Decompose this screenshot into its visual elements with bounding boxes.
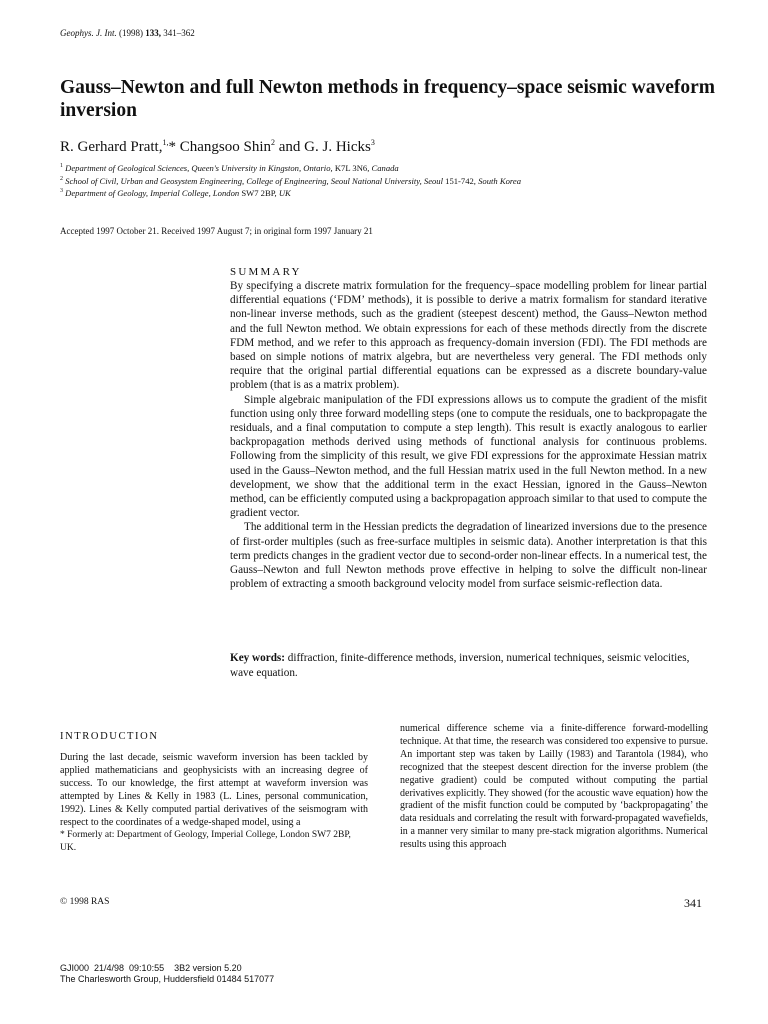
summary-body xyxy=(230,279,707,591)
journal-abbrev: Geophys. J. Int. xyxy=(60,28,117,38)
introduction-heading: INTRODUCTION xyxy=(60,731,159,742)
affiliation-number: 2 xyxy=(60,176,63,182)
affiliation-3 xyxy=(60,186,720,199)
journal-volume: 133, xyxy=(145,28,161,38)
printer-line-2: The Charlesworth Group, Huddersfield 01484 517077 xyxy=(60,973,275,984)
printer-info xyxy=(60,963,274,984)
keywords-label: Key words: xyxy=(230,652,285,664)
journal-year: (1998) xyxy=(118,28,143,38)
page-number: 341 xyxy=(684,896,702,910)
paper-title: Gauss–Newton and full Newton methods in frequency–space seismic waveform inversion xyxy=(60,77,716,121)
author-1-footnote-mark: * xyxy=(168,139,176,155)
author-1: R. Gerhard Pratt, xyxy=(60,139,163,155)
author-2: Changsoo Shin xyxy=(179,139,271,155)
summary-paragraph-1: By specifying a discrete matrix formulation for the frequency–space modelling problem for linear partial differential equations (‘FDM’ methods), it is possible to derive a matrix formalism for standard iterative non-linear inverse methods, such as the gradient (steepest descent) method, the Gauss–Newton method and the full Newton method. We obtain expressions for each of these methods directly from the discrete FDM method, and we refer to this approach as frequency-domain inversion (FDI). The FDI methods are based on simple notions of matrix algebra, but are nevertheless very general. The FDI methods only require that the original partial differential equations can be expressed as a discrete boundary-value problem (that is as a matrix problem). xyxy=(230,280,707,392)
journal-citation xyxy=(60,28,195,38)
affiliation-text: School of Civil, Urban and Geosystem Engineering, College of Engineering, Seoul National University, Seoul xyxy=(65,175,443,186)
affiliation-code: SW7 2BP, xyxy=(241,187,277,198)
author-3-affil: 3 xyxy=(370,138,375,147)
printer-line-1: GJI000 21/4/98 09:10:55 3B2 version 5.20 xyxy=(60,963,242,973)
keywords xyxy=(230,651,707,681)
summary-paragraph-3: The additional term in the Hessian predicts the degradation of linearized inversions due to the presence of first-order multiples (such as free-surface multiples in seismic data). Another interpretation is that this term predicts changes in the gradient vector due to second-order non-linear effects. In a numerical test, the Gauss–Newton and full Newton methods prove effective in helping to solve the difficult non-linear problem of extracting a smooth background velocity model from surface seismic-reflection data. xyxy=(230,521,707,591)
summary-paragraph-2: Simple algebraic manipulation of the FDI expressions allows us to compute the gradient of the misfit function using only three forward modelling steps (one to compute the residuals, one to backpropagate the residuals, and a final computation to compute a step length). This result is exactly analogous to earlier backpropagation methods derived using methods of functional analysis for continuous problems. Following from the simplicity of this result, we give FDI expressions for the approximate Hessian matrix used in the Gauss–Newton method, and the full Hessian matrix used in the full Newton method. In a new development, we show that the additional term in the exact Hessian, ignored in the Gauss–Newton method, can be efficiently computed using a backpropagation approach similar to that used to compute the gradient vector. xyxy=(230,393,707,520)
introduction-right-column: numerical difference scheme via a finite-difference forward-modelling technique. At that time, the research was considered too expensive to pursue. An important step was taken by Lailly (1983) and Tarantola (1984), who recognized that the steepest descent direction for the inverse problem (the negative gradient) could be computed without computing the partial derivatives explicitly. They showed (for the acoustic wave equation) how the gradient of the misfit function could be computed by ‘backpropagating’ the data residuals and correlating the result with forward-propagated wavefields, in a manner very similar to many pre-stack migration algorithms. Numerical results using this approach xyxy=(400,723,708,851)
summary-heading: SUMMARY xyxy=(230,266,302,278)
author-2-affil: 2 xyxy=(271,138,275,147)
affiliation-number: 1 xyxy=(60,163,63,169)
affiliation-text: Department of Geological Sciences, Queen's University in Kingston, Ontario, xyxy=(65,162,333,173)
affiliation-1 xyxy=(60,161,720,174)
introduction-left-column: During the last decade, seismic waveform inversion has been tackled by applied mathematicians and geophysicists with an increasing degree of success. To our knowledge, the first attempt at waveform inversion was attempted by Lines & Kelly in 1983 (L. Lines, personal communication, 1992). Lines & Kelly computed partial derivatives of the seismogram with respect to the coordinates of a wedge-shaped model, using a xyxy=(60,752,368,828)
affiliation-country: UK xyxy=(278,187,291,198)
keywords-text: diffraction, finite-difference methods, inversion, numerical techniques, seismic velocities, wave equation. xyxy=(230,652,690,679)
affiliation-2 xyxy=(60,174,720,187)
received-dates: Accepted 1997 October 21. Received 1997 August 7; in original form 1997 January 21 xyxy=(60,226,373,236)
author-list xyxy=(60,138,375,156)
author-3: and G. J. Hicks xyxy=(278,139,371,155)
affiliation-text: Department of Geology, Imperial College, London xyxy=(65,187,240,198)
copyright: © 1998 RAS xyxy=(60,897,110,907)
journal-pages: 341–362 xyxy=(163,28,195,38)
author-1-affil: 1, xyxy=(162,138,169,147)
affiliation-country: Canada xyxy=(371,162,399,173)
affiliation-country: South Korea xyxy=(478,175,521,186)
affiliation-code: 151-742, xyxy=(445,175,476,186)
affiliation-code: K7L 3N6, xyxy=(334,162,370,173)
affiliation-number: 3 xyxy=(60,188,63,194)
footnote: * Formerly at: Department of Geology, Imperial College, London SW7 2BP, UK. xyxy=(60,830,351,853)
